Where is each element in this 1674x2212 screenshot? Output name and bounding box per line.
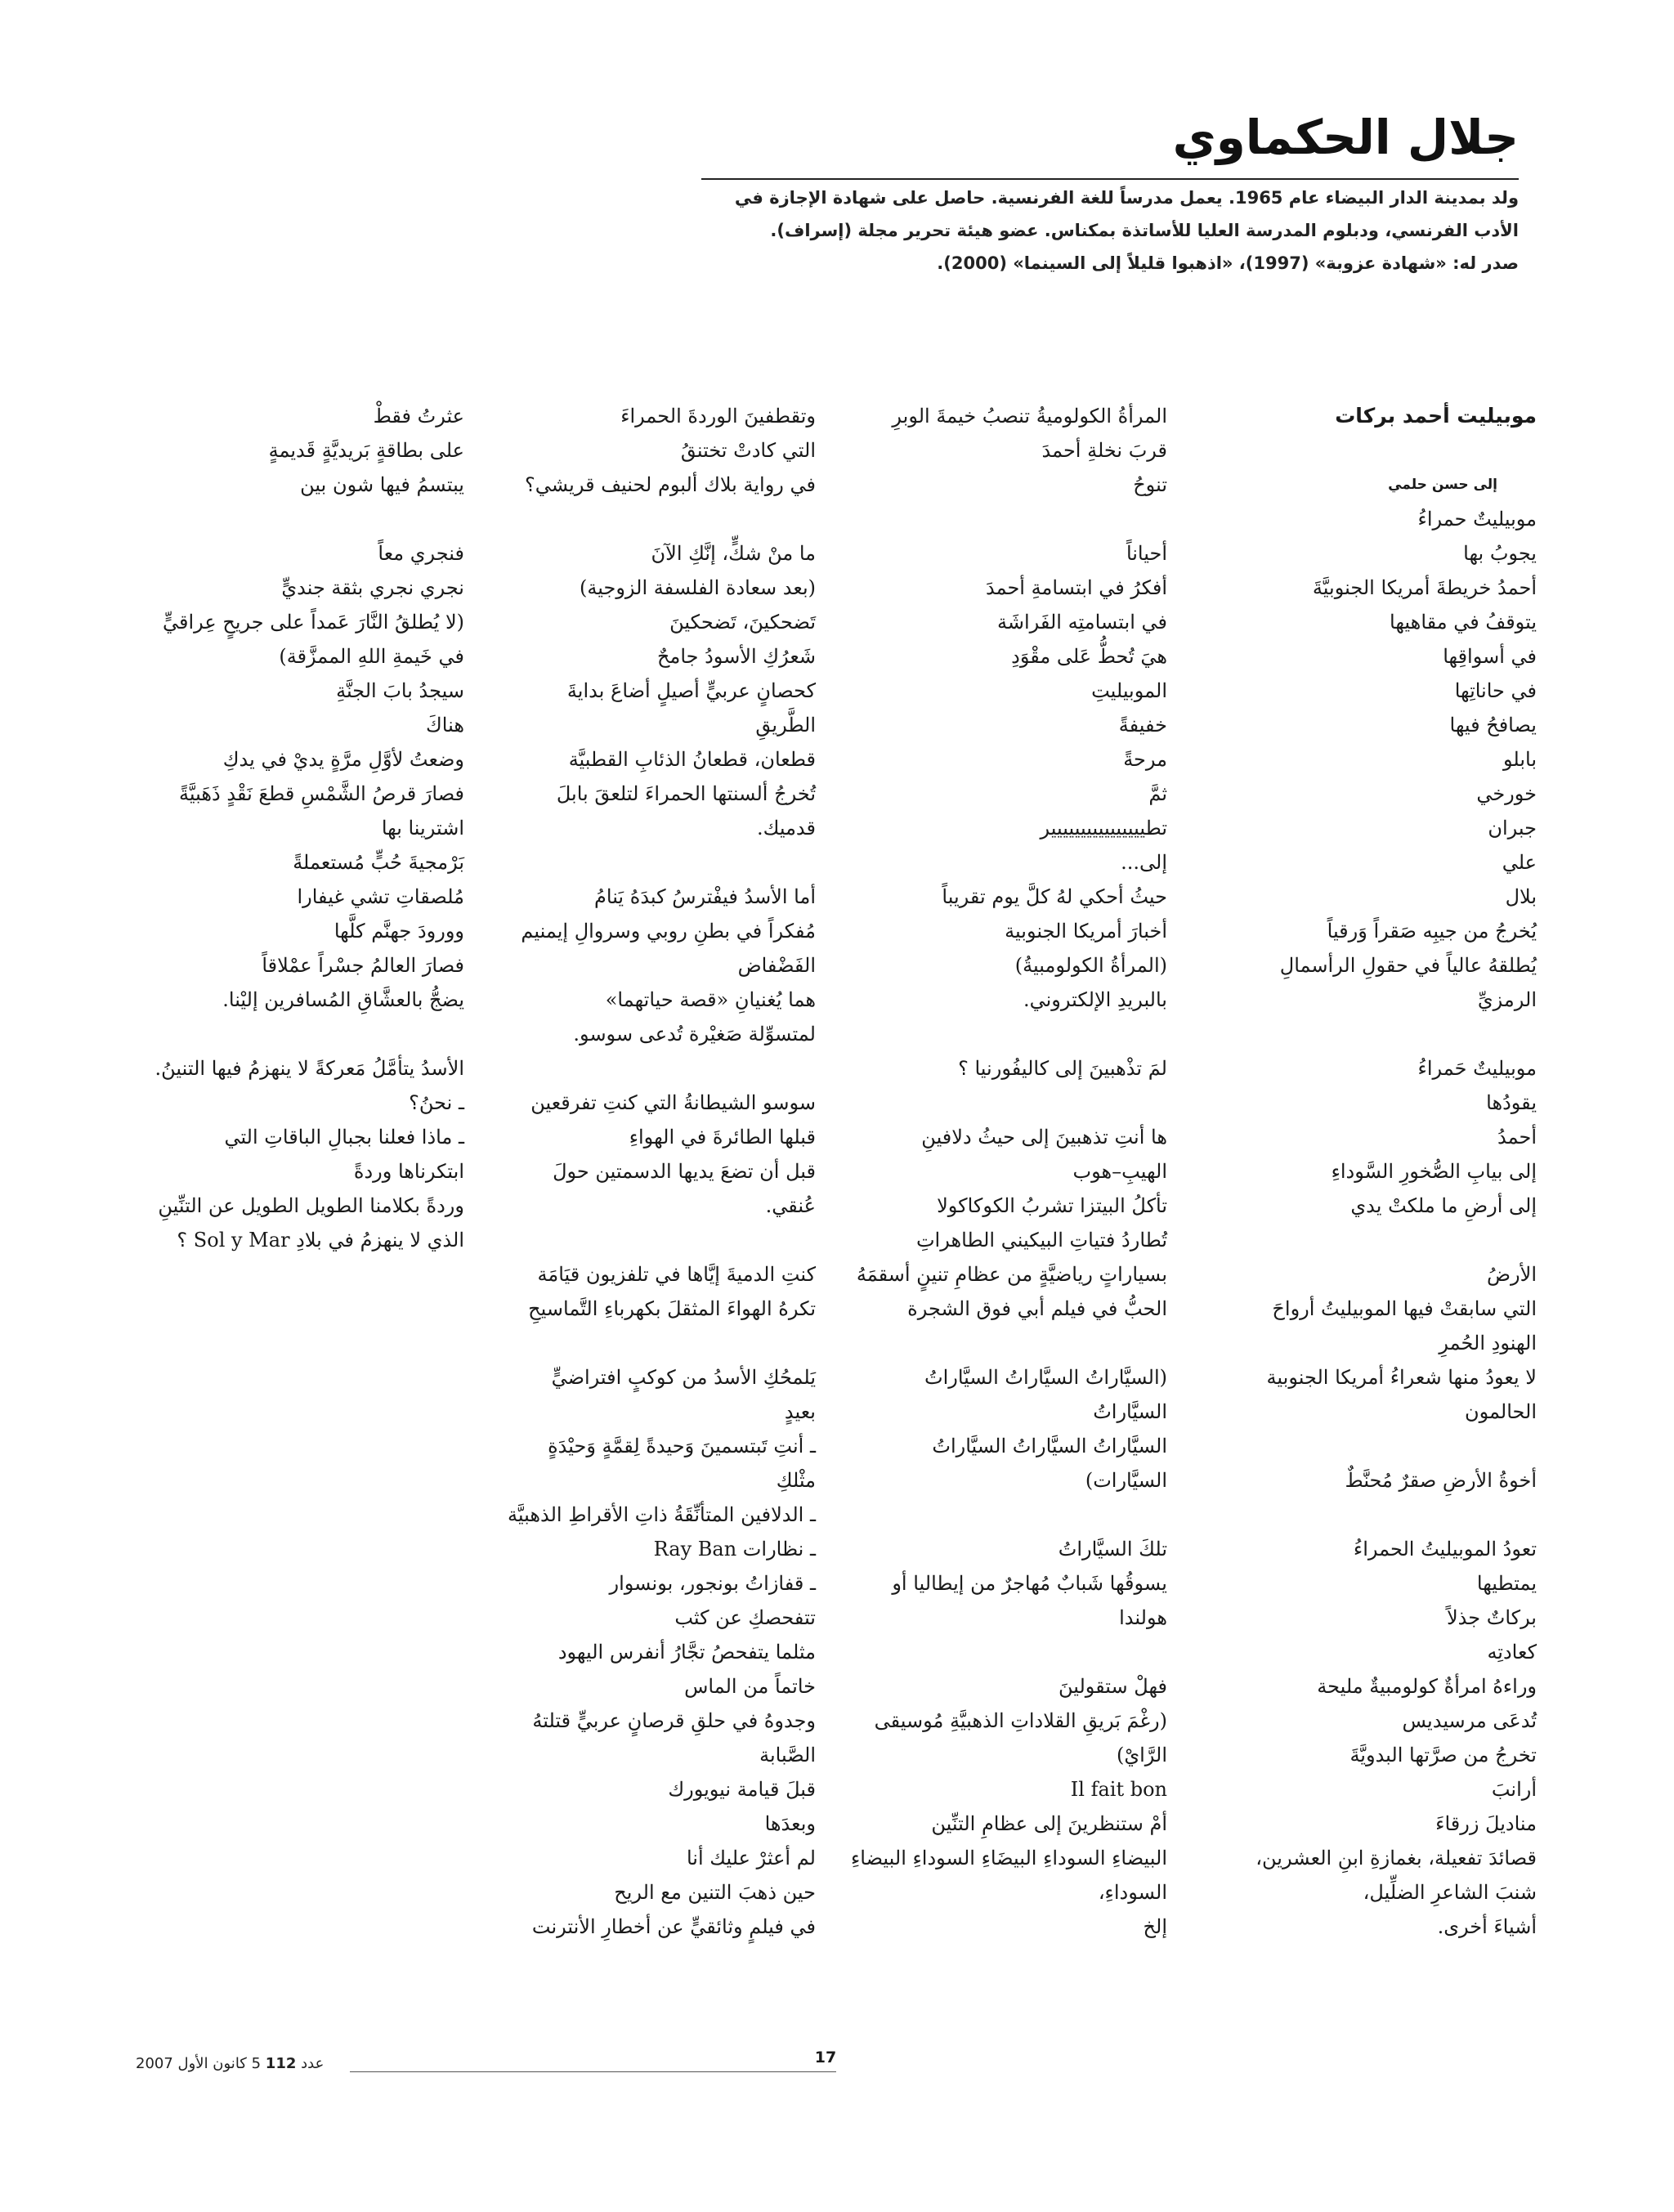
- poem-line: بركاتٌ جذلاً: [1446, 1606, 1537, 1629]
- poem-line: المرأةُ الكولوميةُ تنصبُ خيمةَ الوبرِ: [892, 405, 1167, 428]
- poem-lines: [505, 399, 816, 1944]
- poem-line: الصَّبابة: [759, 1744, 816, 1766]
- poem-line: (رغْمَ بَريقِ القلاداتِ الذهبيَّةِ مُوسيقى: [874, 1709, 1167, 1732]
- stanza-break: [505, 502, 816, 536]
- poem-line: تتفحصكِ عن كثب: [674, 1606, 816, 1629]
- poem-line: تُخرجُ ألسنتها الحمراءَ لتلعقَ بابلَ: [556, 782, 816, 805]
- poem-line: في أسواقِها: [1443, 645, 1537, 668]
- poem-line: خاتماً من الماس: [684, 1675, 816, 1698]
- poem-line: لا يعودُ منها شعراءُ أمريكا الجنوبية: [1266, 1366, 1537, 1389]
- poem-line: قبلَ قيامة نيويورك: [668, 1778, 816, 1801]
- poem-line: تُطاردُ فتياتِ البيكيني الطاهراتِ: [915, 1229, 1167, 1252]
- poem-line: ابتكرناها وردةً: [353, 1160, 464, 1183]
- poem-line: وضعتُ لأوَّلِ مرَّةٍ يديْ في يدكِ: [222, 748, 464, 771]
- poem-line: أفكرُ في ابتسامةِ أحمدَ: [985, 576, 1167, 599]
- poem-line: نجري نجري بثقة جنديٍّ: [281, 576, 464, 599]
- poem-line: تأكلُ البيتزا تشربُ الكوكاكولا: [937, 1194, 1167, 1217]
- poem-line: قبلها الطائرةَ في الهواءِ: [629, 1126, 816, 1149]
- poem-line: ما منْ شكٍّ، إنَّكِ الآنَ: [651, 542, 816, 565]
- stanza-break: [1259, 1223, 1537, 1257]
- poem-line: (لا يُطلقُ النَّارَ عَمداً على جريحٍ عِراقيٍّ: [163, 611, 464, 634]
- poem-line: يجوبُ بها: [1463, 542, 1537, 565]
- poem-line: بَرْمجيةَ حُبٍّ مُستعملةً: [293, 851, 464, 874]
- poem-line: تُدعَى مرسيديس: [1402, 1709, 1537, 1732]
- poem-line: أحمدُ: [1497, 1126, 1537, 1149]
- stanza-break: [873, 1326, 1167, 1360]
- stanza-break: [1259, 1498, 1537, 1532]
- poem-line: أحمدُ خريطةَ أمريكا الجنوبيَّةَ: [1312, 576, 1537, 599]
- poem-line: (المرأةُ الكولومبيةُ): [1014, 954, 1167, 977]
- poem-line: يُخرجُ من جيبِه صَقراً وَرقياً: [1327, 920, 1537, 943]
- poem-line: إلى أرضِ ما ملكتْ يدي: [1350, 1194, 1537, 1217]
- poem-line: جبران: [1488, 817, 1537, 840]
- poem-line: مُلصقاتِ تشي غيفارا: [297, 885, 464, 908]
- poem-line: إلى بيابِ الصُّخورِ السَّوداءِ: [1331, 1160, 1537, 1183]
- poem-line: الطَّريقِ: [755, 714, 816, 737]
- poem-line: السيَّاراتُ السيَّاراتُ السيَّاراتُ: [932, 1435, 1167, 1458]
- poem-line: علي: [1502, 851, 1537, 874]
- poem-line: لم أعثرْ عليك أنا: [686, 1847, 816, 1869]
- poem-line: كعادتِه: [1487, 1641, 1537, 1663]
- stanza-break: [873, 1635, 1167, 1669]
- poem-lines: [851, 399, 1167, 1944]
- stanza-break: [873, 1017, 1167, 1051]
- poem-line: يتوقفُ في مقاهيها: [1390, 611, 1537, 634]
- poem-line: تَضحكينَ، تَضحكينَ: [669, 611, 816, 634]
- poem-line: يبتسمُ فيها شون بين: [300, 473, 464, 496]
- poem-line: وردةً بكلامنا الطويل الطويل عن التنِّينِ: [158, 1194, 464, 1217]
- poem-line: الرمزيِّ: [1477, 988, 1537, 1011]
- poem-line: ـ ماذا فعلنا بجبالِ الباقاتِ التي: [224, 1126, 464, 1149]
- poem-line: الموبيليتِ: [1091, 679, 1167, 702]
- poem-line: على بطاقةٍ بَريديَّةٍ قَديمةٍ: [268, 439, 464, 462]
- poem-line: لمتسوِّلة صَغيْرة تُدعى سوسو.: [573, 1023, 816, 1046]
- poem-line: الحالمون: [1465, 1400, 1537, 1423]
- poem-line: يُطلقهُ عالياً في حقولِ الرأسمالِ: [1279, 954, 1537, 977]
- poem-line: أما الأسدُ فيفْترسُ كبدَهُ يَنامُ: [594, 885, 816, 908]
- poem-line: قربَ نخلةِ أحمدَ: [1041, 439, 1167, 462]
- poem-line: فنجري معاً: [378, 542, 464, 565]
- poem-line: سيجدُ بابَ الجنَّةِ: [336, 679, 464, 702]
- poem-line: تنوحُ: [1133, 473, 1167, 496]
- author-name: جلال الحكماوي: [1172, 110, 1519, 165]
- page-number: 17: [814, 2049, 837, 2066]
- poem-line: بسياراتٍ رياضيَّةٍ من عظامِ تنينٍ أسقمَهُ: [856, 1263, 1167, 1286]
- poem-line: فهلْ ستقولينَ: [1058, 1675, 1167, 1698]
- poem-line: ـ نحنُ؟: [409, 1091, 464, 1114]
- poem-line: بابلو: [1502, 748, 1537, 771]
- poem-line: قطعان، قطعانُ الذئابِ القطبيَّة: [568, 748, 816, 771]
- bio-line: صدر له: «شهادة عزوبة» (1997)، «اذهبوا قليلاً إلى السينما» (2000).: [937, 253, 1519, 273]
- poem-line: في خَيمةِ اللهِ الممزَّقة): [279, 645, 464, 668]
- poem-line: ـ قفازاتُ بونجور، بونسوار: [609, 1572, 816, 1595]
- poem-line: (السيَّاراتُ السيَّاراتُ السيَّاراتُ: [924, 1366, 1167, 1389]
- poem-line: يضجُّ بالعشَّاقِ المُسافرين إليْنا.: [222, 988, 464, 1011]
- poem-line: ـ نظارات Ray Ban: [653, 1538, 816, 1560]
- poem-line: أمْ ستنظرينَ إلى عظامِ التنِّين: [931, 1812, 1167, 1835]
- poem-line: قبل أن تضعَ يديها الدسمتين حولَ: [553, 1160, 816, 1183]
- poem-line: كحصانٍ عربيٍّ أصيلٍ أضاعَ بدايةَ: [566, 679, 816, 702]
- poem-line: التي كادتْ تختنقُ: [680, 439, 816, 462]
- stanza-break: [873, 1086, 1167, 1120]
- poem-line: موبيليتٌ حَمراءُ: [1417, 1057, 1537, 1080]
- poem-line: في فيلمٍ وثائقيٍّ عن أخطارِ الأنترنت: [531, 1915, 816, 1938]
- stanza-break: [137, 502, 464, 536]
- poem-line: الحبُّ في فيلم أبي فوق الشجرة: [907, 1297, 1167, 1320]
- poem-line: يمتطيها: [1476, 1572, 1537, 1595]
- poem-line: قدميك.: [756, 817, 816, 840]
- poem-line: كنتِ الدميةَ إيَّاها في تلفزيون قيَامَة: [537, 1263, 816, 1286]
- poem-title: موبيليت أحمد بركات: [1335, 404, 1537, 428]
- poem-line: لمَ تذْهبينَ إلى كاليفُورنيا ؟: [958, 1057, 1167, 1080]
- poem-line: ـ أنتِ تَبتسمينَ وَحيدةً لِقمَّةٍ وَحيْدَةٍ: [548, 1435, 816, 1458]
- poem-line: يقودُها: [1486, 1091, 1537, 1114]
- poem-line: الفَضْفاض: [737, 954, 816, 977]
- poem-line: الذي لا ينهزمُ في بلادِ Sol y Mar ؟: [177, 1229, 464, 1252]
- bio-line: ولد بمدينة الدار البيضاء عام 1965. يعمل مدرساً للغة الفرنسية. حاصل على شهادة الإجازة في: [734, 188, 1519, 208]
- footer-rule: [350, 2071, 836, 2072]
- poem-line: وورودَ جهنَّم كلَّها: [333, 920, 464, 943]
- poem-line: حيثُ أحكي لهُ كلَّ يوم تقريباً: [942, 885, 1167, 908]
- issue-label: عدد: [301, 2055, 325, 2072]
- author-bio: [693, 181, 1519, 280]
- poem-line: سوسو الشيطانةُ التي كنتِ تفرقعين: [530, 1091, 816, 1114]
- poem-line: إلخ: [1143, 1915, 1167, 1938]
- bio-line: الأدب الفرنسي، ودبلوم المدرسة العليا للأساتذة بمكناس. عضو هيئة تحرير مجلة (إسراف).: [770, 221, 1519, 240]
- poem-line: السيَّارات): [1085, 1469, 1167, 1492]
- poem-line: ثمَّ: [1148, 782, 1167, 805]
- stanza-break: [505, 1051, 816, 1086]
- poem-line: حين ذهبَ التنين مع الريح: [614, 1881, 816, 1904]
- poem-line: فصارَ العالمُ جسْراً عمْلاقاً: [262, 954, 464, 977]
- poem-line: التي سابقتْ فيها الموبيليتُ أرواحَ: [1272, 1297, 1537, 1320]
- stanza-break: [505, 1223, 816, 1257]
- stanza-break: [1259, 1017, 1537, 1051]
- poem-line: هيَ تُحطُّ عَلى مقْوَدِ: [1011, 645, 1167, 668]
- poem-line: يصافحُ فيها: [1449, 714, 1537, 737]
- stanza-break: [873, 1498, 1167, 1532]
- poem-line: مثْلكِ: [776, 1469, 816, 1492]
- stanza-break: [1259, 1429, 1537, 1463]
- poem-line: أخبارَ أمريكا الجنوبية: [1005, 920, 1167, 943]
- poem-line: وجدوهُ في حلقِ قرصانٍ عربيٍّ قتلتهُ: [532, 1709, 816, 1732]
- poem-line: مُفكراً في بطنِ روبي وسروالِ إيمنيم: [521, 920, 816, 943]
- poem-line: تطيييييييييييييييير: [1040, 817, 1167, 840]
- poem-line: الأسدُ يتأمَّلُ مَعركةً لا ينهزمُ فيها التنينُ.: [154, 1057, 464, 1080]
- poem-line: وتقطفينَ الوردةَ الحمراءَ: [620, 405, 816, 428]
- poem-line: بعيدٍ: [784, 1400, 816, 1423]
- poem-dedication: إلى حسن حلمي: [1388, 477, 1497, 493]
- stanza-break: [505, 1326, 816, 1360]
- poem-line: أخوةُ الأرضِ صقرٌ مُحنَّطٌ: [1345, 1469, 1537, 1492]
- poem-line: ـ الدلافين المتأنِّقَةُ ذاتِ الأقراطِ الذهبيَّة: [508, 1503, 816, 1526]
- poem-line: عُنقي.: [765, 1194, 816, 1217]
- poem-line: خورخي: [1476, 782, 1537, 805]
- poem-line: شَعرُكِ الأسودُ جامحٌ: [656, 645, 816, 668]
- poem-line: هما يُغنيانِ «قصة حياتهما»: [605, 988, 816, 1011]
- poem-column-3: [505, 399, 816, 1944]
- poem-line: تعودُ الموبيليتُ الحمراءُ: [1353, 1538, 1537, 1560]
- poem-column-4: [137, 399, 464, 1257]
- poem-line: خفيفةً: [1118, 714, 1167, 737]
- poem-line: الأرضُ: [1487, 1263, 1537, 1286]
- poem-line: مناديلَ زرقاءَ: [1435, 1812, 1537, 1835]
- poem-line: موبيليتٌ حمراءُ: [1417, 508, 1537, 531]
- poem-line: وراءهُ امرأةٌ كولومبيةٌ مليحة: [1317, 1675, 1537, 1698]
- poem-line: السوداءِ،: [1098, 1881, 1167, 1904]
- poem-line: أرانبَ: [1491, 1778, 1537, 1801]
- poem-line: تلكَ السيَّاراتُ: [1058, 1538, 1167, 1560]
- stanza-break: [873, 502, 1167, 536]
- poem-line: عثرتُ فقطْ: [373, 405, 464, 428]
- poem-line: في رواية بلاك ألبوم لحنيف قريشي؟: [525, 473, 816, 496]
- poem-line: قصائدَ تفعيلة، بغمازةِ ابنِ العشرين،: [1256, 1847, 1537, 1869]
- poem-line: يَلمحُكِ الأسدُ من كوكبٍ افتراضيٍّ: [551, 1366, 816, 1389]
- poem-line: الهيبِ–هوب: [1072, 1160, 1167, 1183]
- poem-line: (بعد سعادة الفلسفة الزوجية): [580, 576, 816, 599]
- poem-line: تكرهُ الهواءَ المثقلَ بكهرباءِ التَّماسيحِ: [528, 1297, 816, 1320]
- poem-line: هولندا: [1119, 1606, 1167, 1629]
- poem-line: الرَّايْ): [1116, 1744, 1167, 1766]
- poem-line: في حاناتِها: [1454, 679, 1537, 702]
- poem-line: اشترينا بها: [381, 817, 464, 840]
- poem-line: فصارَ قرصُ الشَّمْسِ قطعَ نَقْدٍ ذَهَبيَّةً: [179, 782, 464, 805]
- poem-line: إلى...: [1121, 851, 1167, 874]
- issue-number: 112: [265, 2055, 297, 2072]
- poem-line: وبعدَها: [764, 1812, 816, 1835]
- poem-line: أشياءَ أخرى.: [1437, 1915, 1537, 1938]
- poem-lines: [137, 399, 464, 1257]
- poem-line: بالبريدِ الإلكتروني.: [1023, 988, 1167, 1011]
- poem-column-2: [851, 399, 1167, 1944]
- poem-line: السيَّاراتُ: [1093, 1400, 1167, 1423]
- header-rule: [701, 178, 1519, 180]
- poem-line: Il fait bon: [1070, 1778, 1167, 1801]
- issue-date: 5 كانون الأول 2007: [136, 2055, 262, 2072]
- stanza-break: [505, 845, 816, 880]
- poem-line: مثلما يتفحصُ تجَّارُ أنفرس اليهود: [557, 1641, 816, 1663]
- poem-line: البيضاءِ السوداءِ البيضَاءِ السوداءِ البيضاءِ: [851, 1847, 1167, 1869]
- poem-line: في ابتسامتِه الفَراشَة: [996, 611, 1167, 634]
- poem-lines: [1256, 502, 1537, 1944]
- poem-line: أحياناً: [1126, 542, 1167, 565]
- poem-line: بلال: [1505, 885, 1537, 908]
- issue-info: [136, 2055, 324, 2072]
- stanza-break: [137, 1017, 464, 1051]
- poem-column-1: [1256, 399, 1537, 1944]
- poem-line: شنبَ الشاعرِ الضلِّيل،: [1363, 1881, 1537, 1904]
- poem-line: هناكَ: [426, 714, 464, 737]
- poem-line: يسوقُها شَبابٌ مُهاجرٌ من إيطاليا أو: [892, 1572, 1167, 1595]
- poem-line: ها أنتِ تذهبينَ إلى حيثُ دلافينِ: [921, 1126, 1167, 1149]
- poem-line: مرحةً: [1123, 748, 1167, 771]
- poem-line: الهنودِ الحُمرِ: [1439, 1332, 1537, 1355]
- poem-line: تخرجُ من صرَّتها البدويَّةَ: [1349, 1744, 1537, 1766]
